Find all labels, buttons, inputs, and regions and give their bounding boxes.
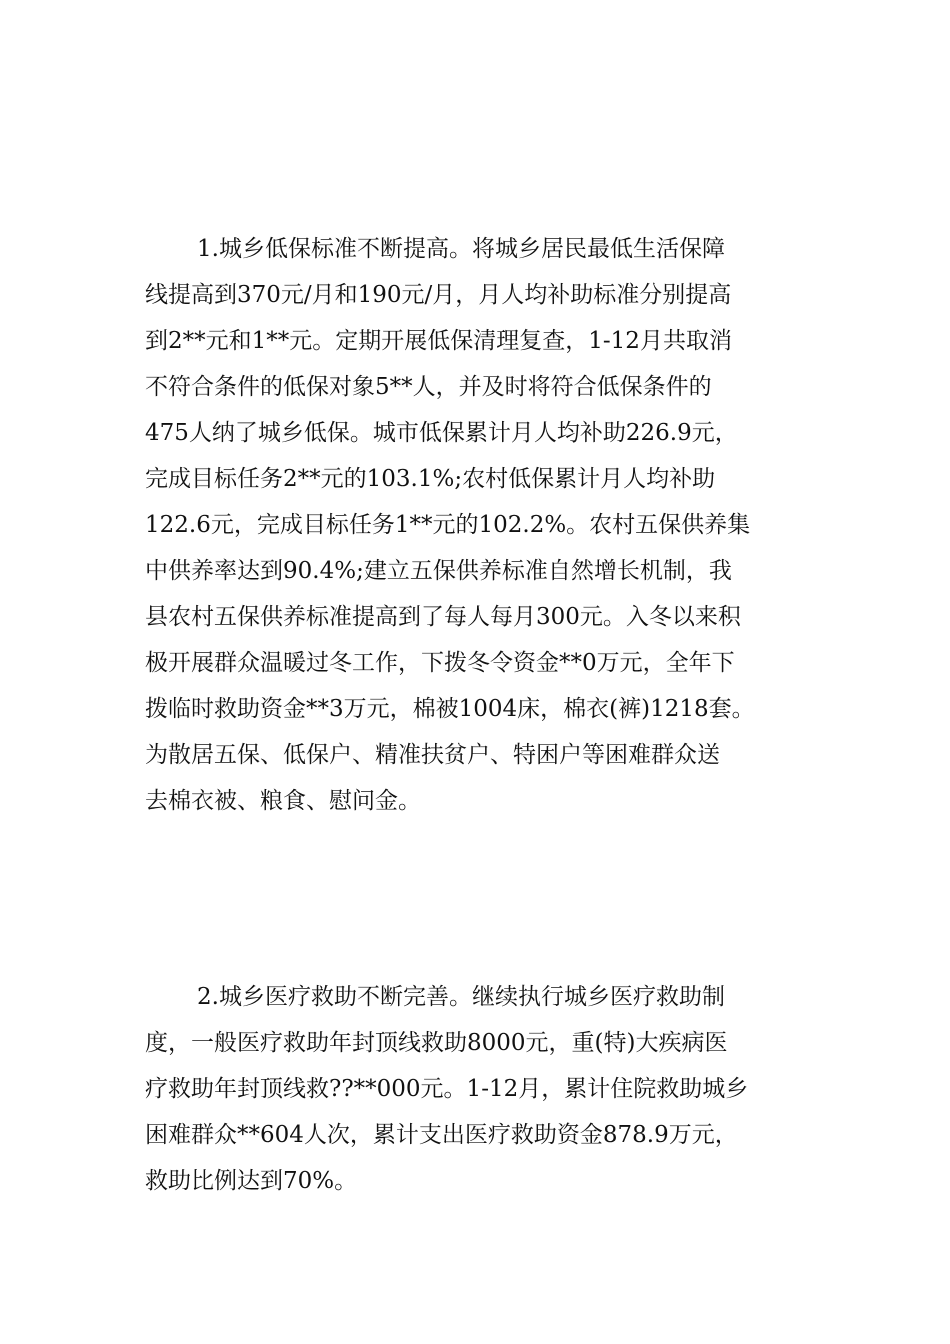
paragraph-line: 度，一般医疗救助年封顶线救助8000元，重(特)大疾病医 [145,1030,728,1056]
paragraph-line: 122.6元，完成目标任务1**元的102.2%。农村五保供养集 [145,512,751,538]
paragraph-line: 1.城乡低保标准不断提高。将城乡居民最低生活保障 [197,236,725,262]
paragraph-line: 线提高到370元/月和190元/月，月人均补助标准分别提高 [145,282,732,308]
paragraph-line: 中供养率达到90.4%;建立五保供养标准自然增长机制，我 [145,558,732,584]
paragraph-line: 475人纳了城乡低保。城市低保累计月人均补助226.9元， [145,420,738,446]
paragraph-1 [145,226,810,824]
paragraph-line: 拨临时救助资金**3万元，棉被1004床，棉衣(裤)1218套。 [145,696,755,722]
paragraph-line: 县农村五保供养标准提高到了每人每月300元。入冬以来积 [145,604,741,630]
paragraph-line: 完成目标任务2**元的103.1%;农村低保累计月人均补助 [145,466,716,492]
paragraph-line: 去棉衣被、粮食、慰问金。 [145,788,421,814]
paragraph-2 [145,974,810,1204]
paragraph-line: 疗救助年封顶线救??**000元。1-12月，累计住院救助城乡 [145,1076,749,1102]
paragraph-line: 2.城乡医疗救助不断完善。继续执行城乡医疗救助制 [197,984,725,1010]
paragraph-line: 困难群众**604人次，累计支出医疗救助资金878.9万元， [145,1122,738,1148]
paragraph-line: 救助比例达到70%。 [145,1168,358,1194]
paragraph-line: 极开展群众温暖过冬工作，下拨冬令资金**0万元，全年下 [145,650,735,676]
paragraph-line: 不符合条件的低保对象5**人，并及时将符合低保条件的 [145,374,712,400]
paragraph-line: 到2**元和1**元。定期开展低保清理复查，1-12月共取消 [145,328,732,354]
paragraph-line: 为散居五保、低保户、精准扶贫户、特困户等困难群众送 [145,742,720,768]
